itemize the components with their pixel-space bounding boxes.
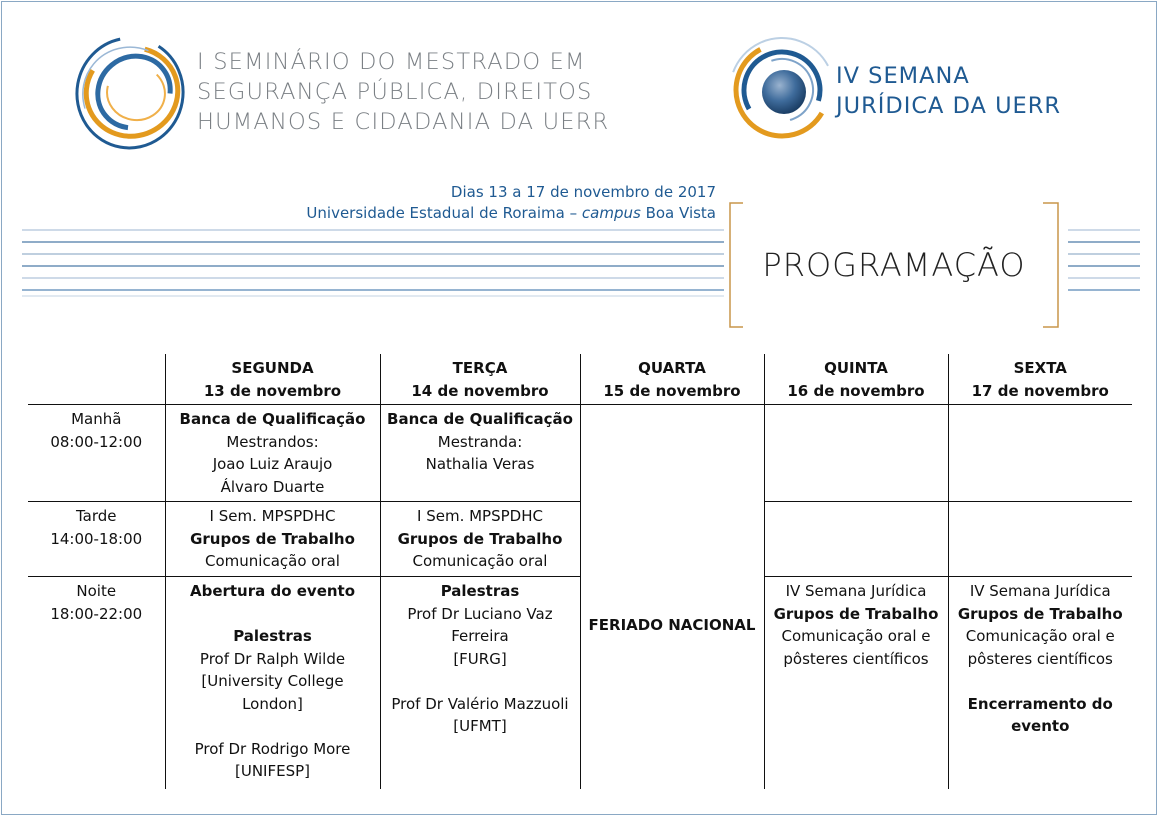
- session-title: Banca de Qualificação: [179, 410, 366, 428]
- speaker-affiliation: [UFMT]: [453, 717, 507, 735]
- seminar-title: [197, 47, 609, 137]
- day-header: [948, 354, 1132, 405]
- period-name: Manhã: [71, 410, 122, 428]
- session-title: Palestras: [440, 582, 520, 600]
- day-name: QUARTA: [638, 359, 706, 377]
- schedule-cell: [165, 577, 380, 789]
- period-time: 14:00-18:00: [50, 529, 143, 548]
- schedule-cell: [764, 577, 948, 789]
- seminar-title-line: SEGURANÇA PÚBLICA, DIREITOS: [197, 79, 593, 105]
- day-date: 16 de novembro: [787, 381, 925, 400]
- speaker-name: Ferreira: [451, 627, 509, 645]
- session-line: IV Semana Jurídica: [785, 582, 927, 600]
- schedule-cell: [380, 502, 580, 577]
- event-dates: [306, 182, 716, 224]
- session-line: Comunicação oral: [205, 552, 340, 570]
- period-time: 08:00-12:00: [50, 432, 143, 451]
- session-line: Comunicação oral: [412, 552, 548, 570]
- seminar-title-line: I SEMINÁRIO DO MESTRADO EM: [197, 49, 586, 75]
- day-date: 17 de novembro: [971, 381, 1109, 400]
- session-title: Grupos de Trabalho: [957, 604, 1123, 623]
- speaker-name: Prof Dr Luciano Vaz: [407, 604, 553, 623]
- session-label: Mestranda:: [437, 432, 523, 451]
- period-cell: [28, 577, 165, 789]
- speaker-affiliation: [FURG]: [453, 649, 507, 668]
- schedule-table: [28, 354, 1132, 789]
- session-title: Grupos de Trabalho: [773, 604, 939, 623]
- day-name: SEGUNDA: [231, 359, 314, 377]
- day-date: 14 de novembro: [411, 381, 549, 400]
- period-name: Tarde: [75, 507, 117, 525]
- day-date: 15 de novembro: [603, 381, 741, 400]
- day-header: [165, 354, 380, 405]
- morning-row: [28, 405, 1132, 502]
- speaker-name: Prof Dr Valério Mazzuoli: [391, 694, 569, 713]
- session-line: I Sem. MPSPDHC: [417, 507, 543, 525]
- day-header: [380, 354, 580, 405]
- period-time: 18:00-22:00: [50, 604, 143, 623]
- venue-prefix: Universidade Estadual de Roraima –: [306, 204, 582, 222]
- corner-cell: [28, 354, 165, 405]
- speaker-affiliation: London]: [242, 694, 303, 713]
- day-header: [580, 354, 764, 405]
- program-title: PROGRAMAÇÃO: [762, 246, 1026, 284]
- speaker-name: Prof Dr Ralph Wilde: [199, 649, 346, 668]
- seminar-logo: [72, 36, 188, 150]
- student-name: Joao Luiz Araujo: [212, 455, 333, 473]
- session-line: Comunicação oral e: [965, 627, 1115, 645]
- session-title: Banca de Qualificação: [387, 410, 573, 428]
- schedule-cell: [380, 405, 580, 502]
- seminar-title-line: HUMANOS E CIDADANIA DA UERR: [197, 109, 610, 135]
- speaker-affiliation: [UNIFESP]: [235, 762, 310, 780]
- session-title: evento: [1011, 717, 1070, 735]
- holiday-cell: FERIADO NACIONAL: [580, 405, 764, 789]
- day-header: [764, 354, 948, 405]
- student-name: Nathalia Veras: [425, 455, 535, 473]
- semana-title-line: JURÍDICA DA UERR: [836, 93, 1062, 119]
- session-label: Mestrandos:: [226, 432, 319, 451]
- schedule-cell: [948, 502, 1132, 577]
- speaker-affiliation: [University College: [201, 672, 344, 690]
- session-title: Palestras: [233, 627, 312, 645]
- header-row: [28, 354, 1132, 405]
- session-title: Encerramento do: [967, 694, 1113, 713]
- schedule-cell: [948, 577, 1132, 789]
- semana-logo: [724, 34, 834, 146]
- day-name: SEXTA: [1013, 359, 1067, 377]
- schedule-cell: [165, 502, 380, 577]
- schedule-cell: [764, 502, 948, 577]
- day-name: TERÇA: [452, 359, 508, 377]
- session-line: IV Semana Jurídica: [969, 582, 1111, 600]
- schedule-cell: [165, 405, 380, 502]
- day-date: 13 de novembro: [203, 381, 342, 400]
- period-cell: [28, 502, 165, 577]
- schedule-cell: [948, 405, 1132, 502]
- schedule-cell: [764, 405, 948, 502]
- day-name: QUINTA: [824, 359, 888, 377]
- schedule-cell: [380, 577, 580, 789]
- speaker-name: Prof Dr Rodrigo More: [194, 739, 351, 758]
- session-title: Grupos de Trabalho: [397, 529, 563, 548]
- session-line: Comunicação oral e: [781, 627, 931, 645]
- session-title: Grupos de Trabalho: [190, 529, 355, 548]
- period-cell: [28, 405, 165, 502]
- period-name: Noite: [76, 582, 117, 600]
- semana-title-line: IV SEMANA: [836, 63, 970, 89]
- venue-campus: campus: [581, 204, 641, 222]
- session-line: I Sem. MPSPDHC: [209, 507, 336, 525]
- dates-line: Dias 13 a 17 de novembro de 2017: [450, 183, 716, 201]
- student-name: Álvaro Duarte: [220, 477, 325, 496]
- session-line: pôsteres científicos: [783, 649, 929, 668]
- semana-title: [836, 61, 1061, 121]
- session-title: Abertura do evento: [189, 582, 356, 600]
- venue-line: [306, 203, 716, 224]
- program-title-box: [729, 202, 1059, 328]
- session-line: pôsteres científicos: [967, 649, 1113, 668]
- venue-city: Boa Vista: [640, 204, 716, 222]
